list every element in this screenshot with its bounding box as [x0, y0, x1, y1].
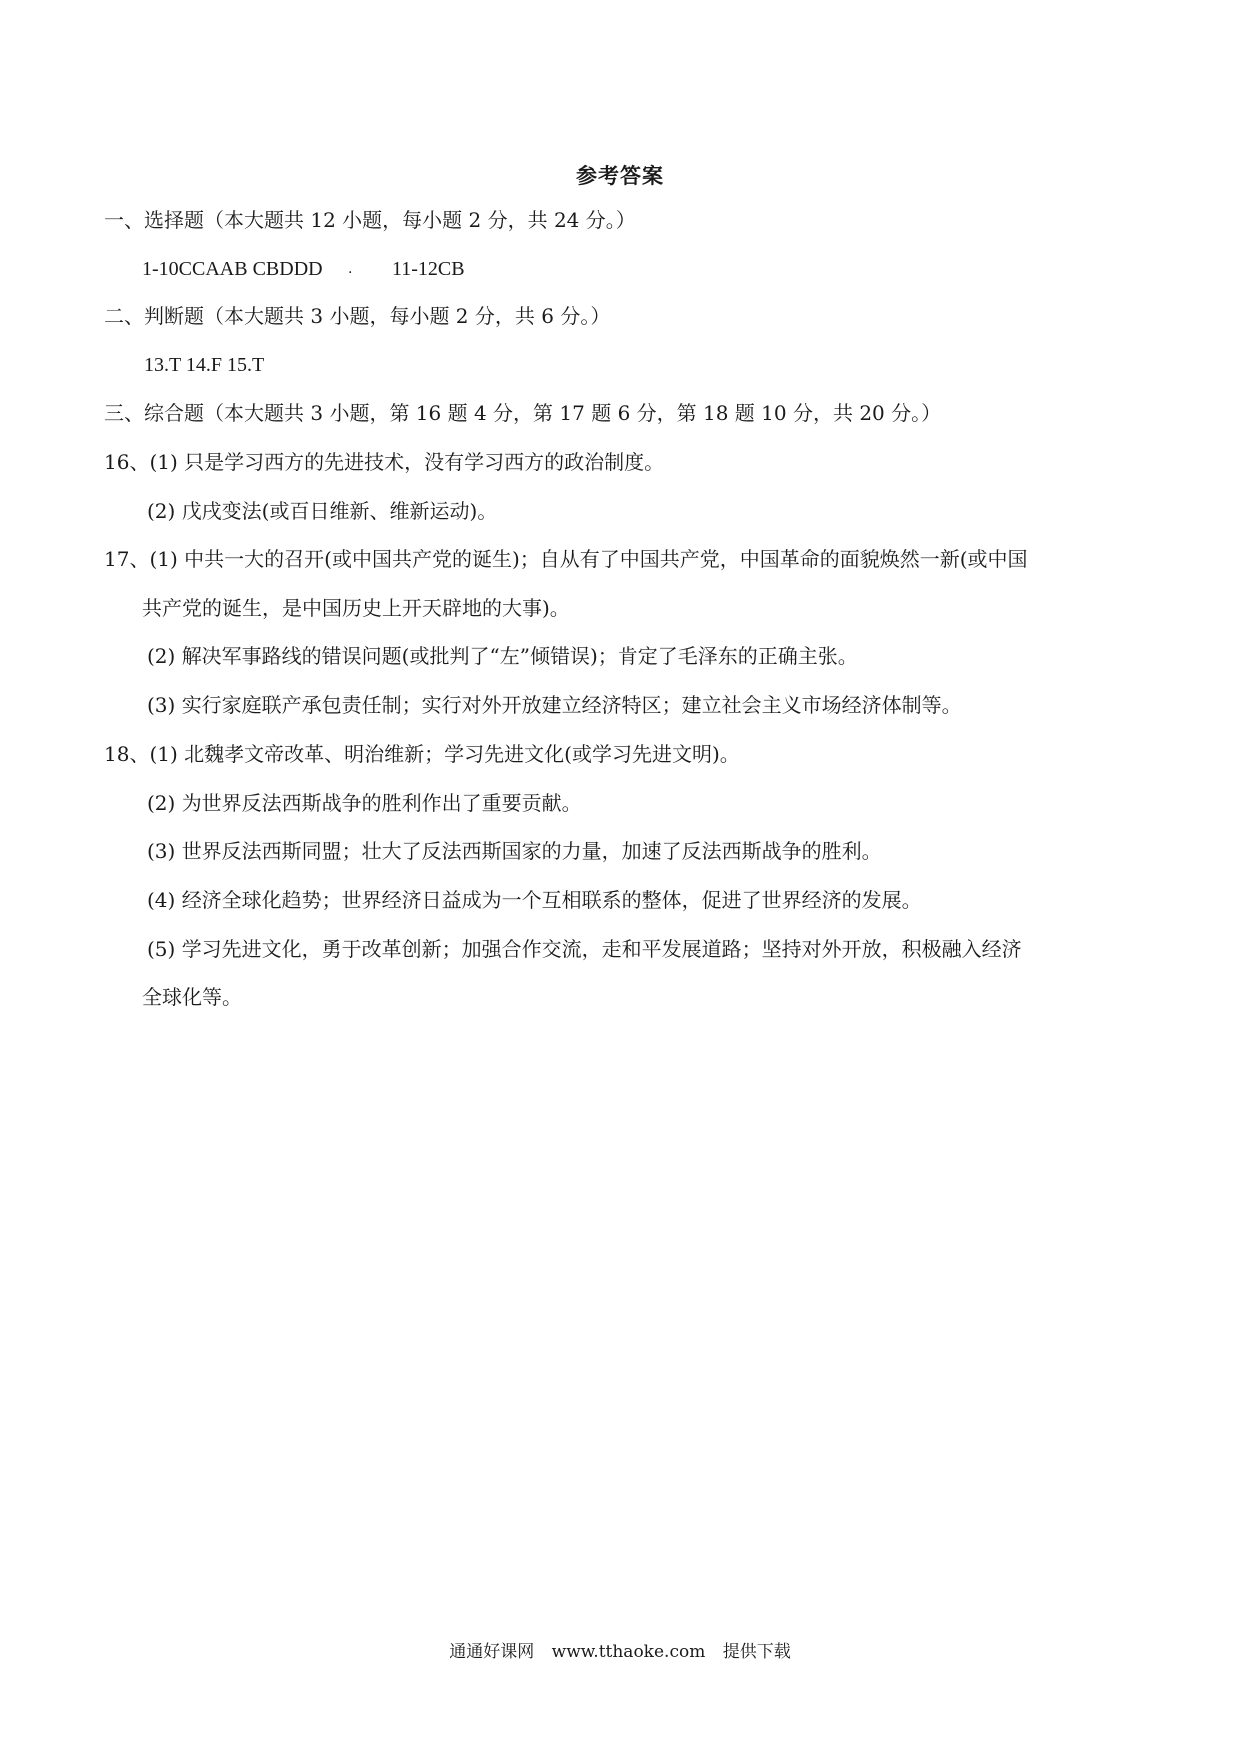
section1-answers-a: 1-10CCAAB CBDDD [142, 258, 323, 280]
q17-part1-line1: 17、(1) 中共一大的召开(或中国共产党的诞生)；自从有了中国共产党，中国革命的面貌焕然一新(或中国 [104, 547, 1028, 571]
q18-part1: 18、(1) 北魏孝文帝改革、明治维新；学习先进文化(或学习先进文明)。 [104, 742, 740, 766]
section1-answers-b: 11-12CB [392, 258, 465, 280]
q16-part2: (2) 戊戌变法(或百日维新、维新运动)。 [147, 499, 498, 523]
footer-note: 提供下载 [722, 1642, 791, 1662]
section2-heading: 二、判断题（本大题共 3 小题，每小题 2 分，共 6 分。） [104, 304, 611, 328]
page-footer [0, 1637, 1240, 1662]
q17-part1-line2: 共产党的诞生，是中国历史上开天辟地的大事)。 [142, 596, 570, 620]
section1-heading: 一、选择题（本大题共 12 小题，每小题 2 分，共 24 分。） [104, 208, 636, 232]
q17-part2: (2) 解决军事路线的错误问题(或批判了“左”倾错误)；肯定了毛泽东的正确主张。 [147, 644, 858, 668]
q18-part5-line2: 全球化等。 [142, 985, 242, 1009]
footer-url[interactable]: www.tthaoke.com [551, 1642, 706, 1662]
page-title: 参考答案 [576, 164, 664, 188]
q16-part1: 16、(1) 只是学习西方的先进技术，没有学习西方的政治制度。 [104, 450, 665, 474]
q18-part4: (4) 经济全球化趋势；世界经济日益成为一个互相联系的整体，促进了世界经济的发展。 [147, 888, 922, 912]
section1-dot: . [348, 261, 353, 277]
footer-site-name: 通通好课网 [449, 1642, 535, 1662]
q18-part2: (2) 为世界反法西斯战争的胜利作出了重要贡献。 [147, 791, 582, 815]
section3-heading: 三、综合题（本大题共 3 小题，第 16 题 4 分，第 17 题 6 分，第 18 题 10 分，共 20 分。） [104, 401, 942, 425]
q18-part5-line1: (5) 学习先进文化，勇于改革创新；加强合作交流，走和平发展道路；坚持对外开放，积极融入经济 [147, 937, 1022, 961]
q17-part3: (3) 实行家庭联产承包责任制；实行对外开放建立经济特区；建立社会主义市场经济体制等。 [147, 693, 962, 717]
section2-answers: 13.T 14.F 15.T [144, 354, 265, 376]
q18-part3: (3) 世界反法西斯同盟；壮大了反法西斯国家的力量，加速了反法西斯战争的胜利。 [147, 839, 882, 863]
